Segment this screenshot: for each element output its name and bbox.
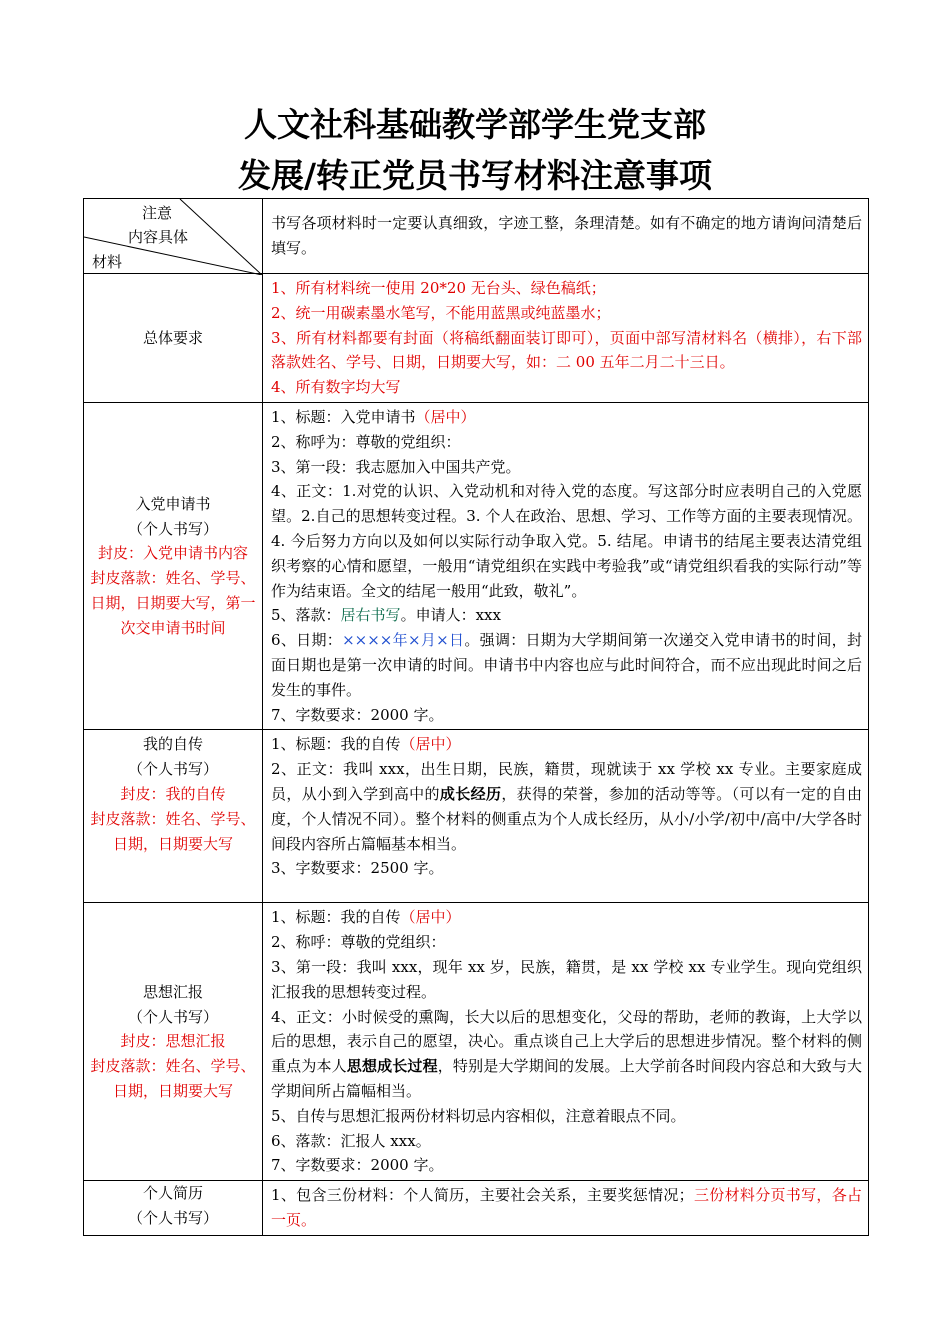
app-item-3: 3、第一段：我志愿加入中国共产党。 bbox=[271, 457, 521, 476]
resume-type: （个人书写） bbox=[127, 1208, 218, 1227]
auto-item-2-rest: ，获得的荣誉，参加的活动等等。（可以有一定的自由度，个人情况不同）。整个材料的侧重点为个人成长经历，从小/小学/初中/高中/大学各时间段内容所占篇幅基本相当。 bbox=[271, 784, 862, 853]
document-title-line2: 发展/转正党员书写材料注意事项 bbox=[237, 156, 713, 195]
table-header-row bbox=[84, 199, 869, 274]
app-item-5-rest: 。申请人：xxx bbox=[400, 606, 501, 625]
requirements-table bbox=[83, 198, 869, 1236]
general-item: 1、所有材料统一使用 20*20 无台头、绿色稿纸； bbox=[271, 279, 606, 297]
resume-label-cell bbox=[84, 1181, 263, 1236]
autobiography-row bbox=[84, 730, 869, 903]
report-item-1-note: （居中） bbox=[400, 908, 461, 927]
app-item-7: 7、字数要求：2000 字。 bbox=[271, 705, 444, 724]
application-content bbox=[263, 402, 869, 729]
auto-item-1-note: （居中） bbox=[400, 735, 461, 754]
auto-item-2: 2、正文：我叫 xxx，出生日期，民族，籍贯，现就读于 xx 学校 xx 专业。主要家庭成员，从小到入学到高中的 bbox=[271, 760, 862, 803]
application-name: 入党申请书 bbox=[135, 494, 211, 513]
report-content bbox=[263, 903, 869, 1181]
application-label-cell bbox=[84, 402, 263, 729]
app-item-6-rest: 。强调：日期为大学期间第一次递交入党申请书的时间，封面日期也是第一次申请的时间。申请书中内容也应与此时间符合，而不应出现此时间之后发生的事件。 bbox=[271, 631, 862, 699]
report-item-3: 3、第一段：我叫 xxx，现年 xx 岁，民族，籍贯，是 xx 学校 xx 专业学生。现向党组织汇报我的思想转变过程。 bbox=[271, 957, 862, 1001]
report-item-7: 7、字数要求：2000 字。 bbox=[271, 1156, 444, 1175]
resume-content bbox=[263, 1181, 869, 1236]
report-item-4: 4、正文：小时候受的熏陶，长大以后的思想变化，父母的帮助，老师的教诲，上大学以后的思想，表示自己的愿望，决心。重点谈自己上大学后的思想进步情况。整个材料的侧重点为本人 bbox=[271, 1007, 862, 1076]
report-item-2: 2、称呼：尊敬的党组织： bbox=[271, 933, 446, 952]
autobiography-label-cell bbox=[84, 730, 263, 903]
autobiography-cover-sign: 封皮落款：姓名、学号、日期，日期要大写 bbox=[90, 809, 256, 853]
app-item-4: 4、正文：1.对党的认识、入党动机和对待入党的态度。写这部分时应表明自己的入党愿望。2.自己的思想转变过程。3. 个人在政治、思想、学习、工作等方面的主要表现情况。4. 今后努力方向以及如何以实际行动争取入党。5. 结尾。申请书的结尾主要表达清党组织考察的心情和愿望，一般用“请党组织在实践中考验我”或“请党组织看我的实际行动”等作为结束语。全文的结尾一般用“此致，敬礼”。 bbox=[271, 482, 862, 600]
app-item-1: 1、标题：入党申请书 bbox=[271, 407, 416, 426]
autobiography-type: （个人书写） bbox=[127, 760, 218, 779]
report-cover: 封皮：思想汇报 bbox=[120, 1032, 226, 1051]
resume-row bbox=[84, 1181, 869, 1236]
report-row bbox=[84, 903, 869, 1181]
intro-text: 书写各项材料时一定要认真细致，字迹工整，条理清楚。如有不确定的地方请询问清楚后填写。 bbox=[263, 199, 869, 274]
report-item-6: 6、落款：汇报人 xxx。 bbox=[271, 1131, 431, 1150]
auto-item-1: 1、标题：我的自传 bbox=[271, 735, 401, 754]
resume-name: 个人简历 bbox=[142, 1184, 203, 1203]
resume-item-1-note: 三份材料分页书写，各占一页。 bbox=[271, 1186, 862, 1229]
diagonal-header-cell bbox=[84, 199, 263, 274]
diag-label-mid: 内容具体 bbox=[128, 228, 189, 246]
application-cover-sign: 封皮落款：姓名、学号、日期，日期要大写，第一次交申请书时间 bbox=[90, 569, 256, 637]
autobiography-content bbox=[263, 730, 869, 903]
application-type: （个人书写） bbox=[127, 519, 218, 538]
auto-item-2-bold: 成长经历 bbox=[439, 784, 502, 803]
general-item: 2、统一用碳素墨水笔写，不能用蓝黑或纯蓝墨水； bbox=[271, 303, 611, 322]
app-item-6: 6、日期： bbox=[271, 631, 343, 650]
report-item-1: 1、标题：我的自传 bbox=[271, 908, 401, 927]
app-item-5: 5、落款： bbox=[271, 606, 341, 625]
general-label: 总体要求 bbox=[84, 274, 263, 403]
report-item-4-bold: 思想成长过程 bbox=[346, 1057, 438, 1076]
diag-label-bottom: 材料 bbox=[92, 253, 123, 271]
app-item-1-note: （居中） bbox=[415, 407, 476, 426]
general-items bbox=[263, 274, 869, 403]
report-item-4-rest: ，特别是大学期间的发展。上大学前各时间段内容总和大致与大学期间所占篇幅相当。 bbox=[271, 1057, 862, 1100]
auto-item-3: 3、字数要求：2500 字。 bbox=[271, 859, 444, 878]
application-cover: 封皮：入党申请书内容 bbox=[97, 544, 248, 563]
app-item-2: 2、称呼为：尊敬的党组织： bbox=[271, 432, 461, 451]
report-cover-sign: 封皮落款：姓名、学号、日期，日期要大写 bbox=[90, 1057, 256, 1100]
general-item: 4、所有数字均大写 bbox=[271, 378, 401, 397]
diag-label-top: 注意 bbox=[142, 204, 173, 222]
report-name: 思想汇报 bbox=[142, 982, 203, 1001]
general-item: 3、所有材料都要有封面（将稿纸翻面装订即可），页面中部写清材料名（横排），右下部落款姓名、学号、日期，日期要大写，如：二 00 五年二月二十三日。 bbox=[271, 328, 862, 372]
autobiography-name: 我的自传 bbox=[142, 735, 203, 754]
document-title-line1: 人文社科基础教学部学生党支部 bbox=[244, 105, 706, 144]
app-item-6-date: ××××年×月×日 bbox=[342, 631, 465, 650]
resume-item-1: 1、包含三份材料：个人简历，主要社会关系，主要奖惩情况； bbox=[271, 1186, 694, 1205]
app-item-5-note: 居右书写 bbox=[340, 606, 401, 625]
report-type: （个人书写） bbox=[127, 1007, 218, 1026]
general-row bbox=[84, 274, 869, 403]
report-item-5: 5、自传与思想汇报两份材料切忌内容相似，注意着眼点不同。 bbox=[271, 1106, 686, 1125]
report-label-cell bbox=[84, 903, 263, 1181]
autobiography-cover: 封皮：我的自传 bbox=[120, 784, 226, 803]
application-row bbox=[84, 402, 869, 729]
